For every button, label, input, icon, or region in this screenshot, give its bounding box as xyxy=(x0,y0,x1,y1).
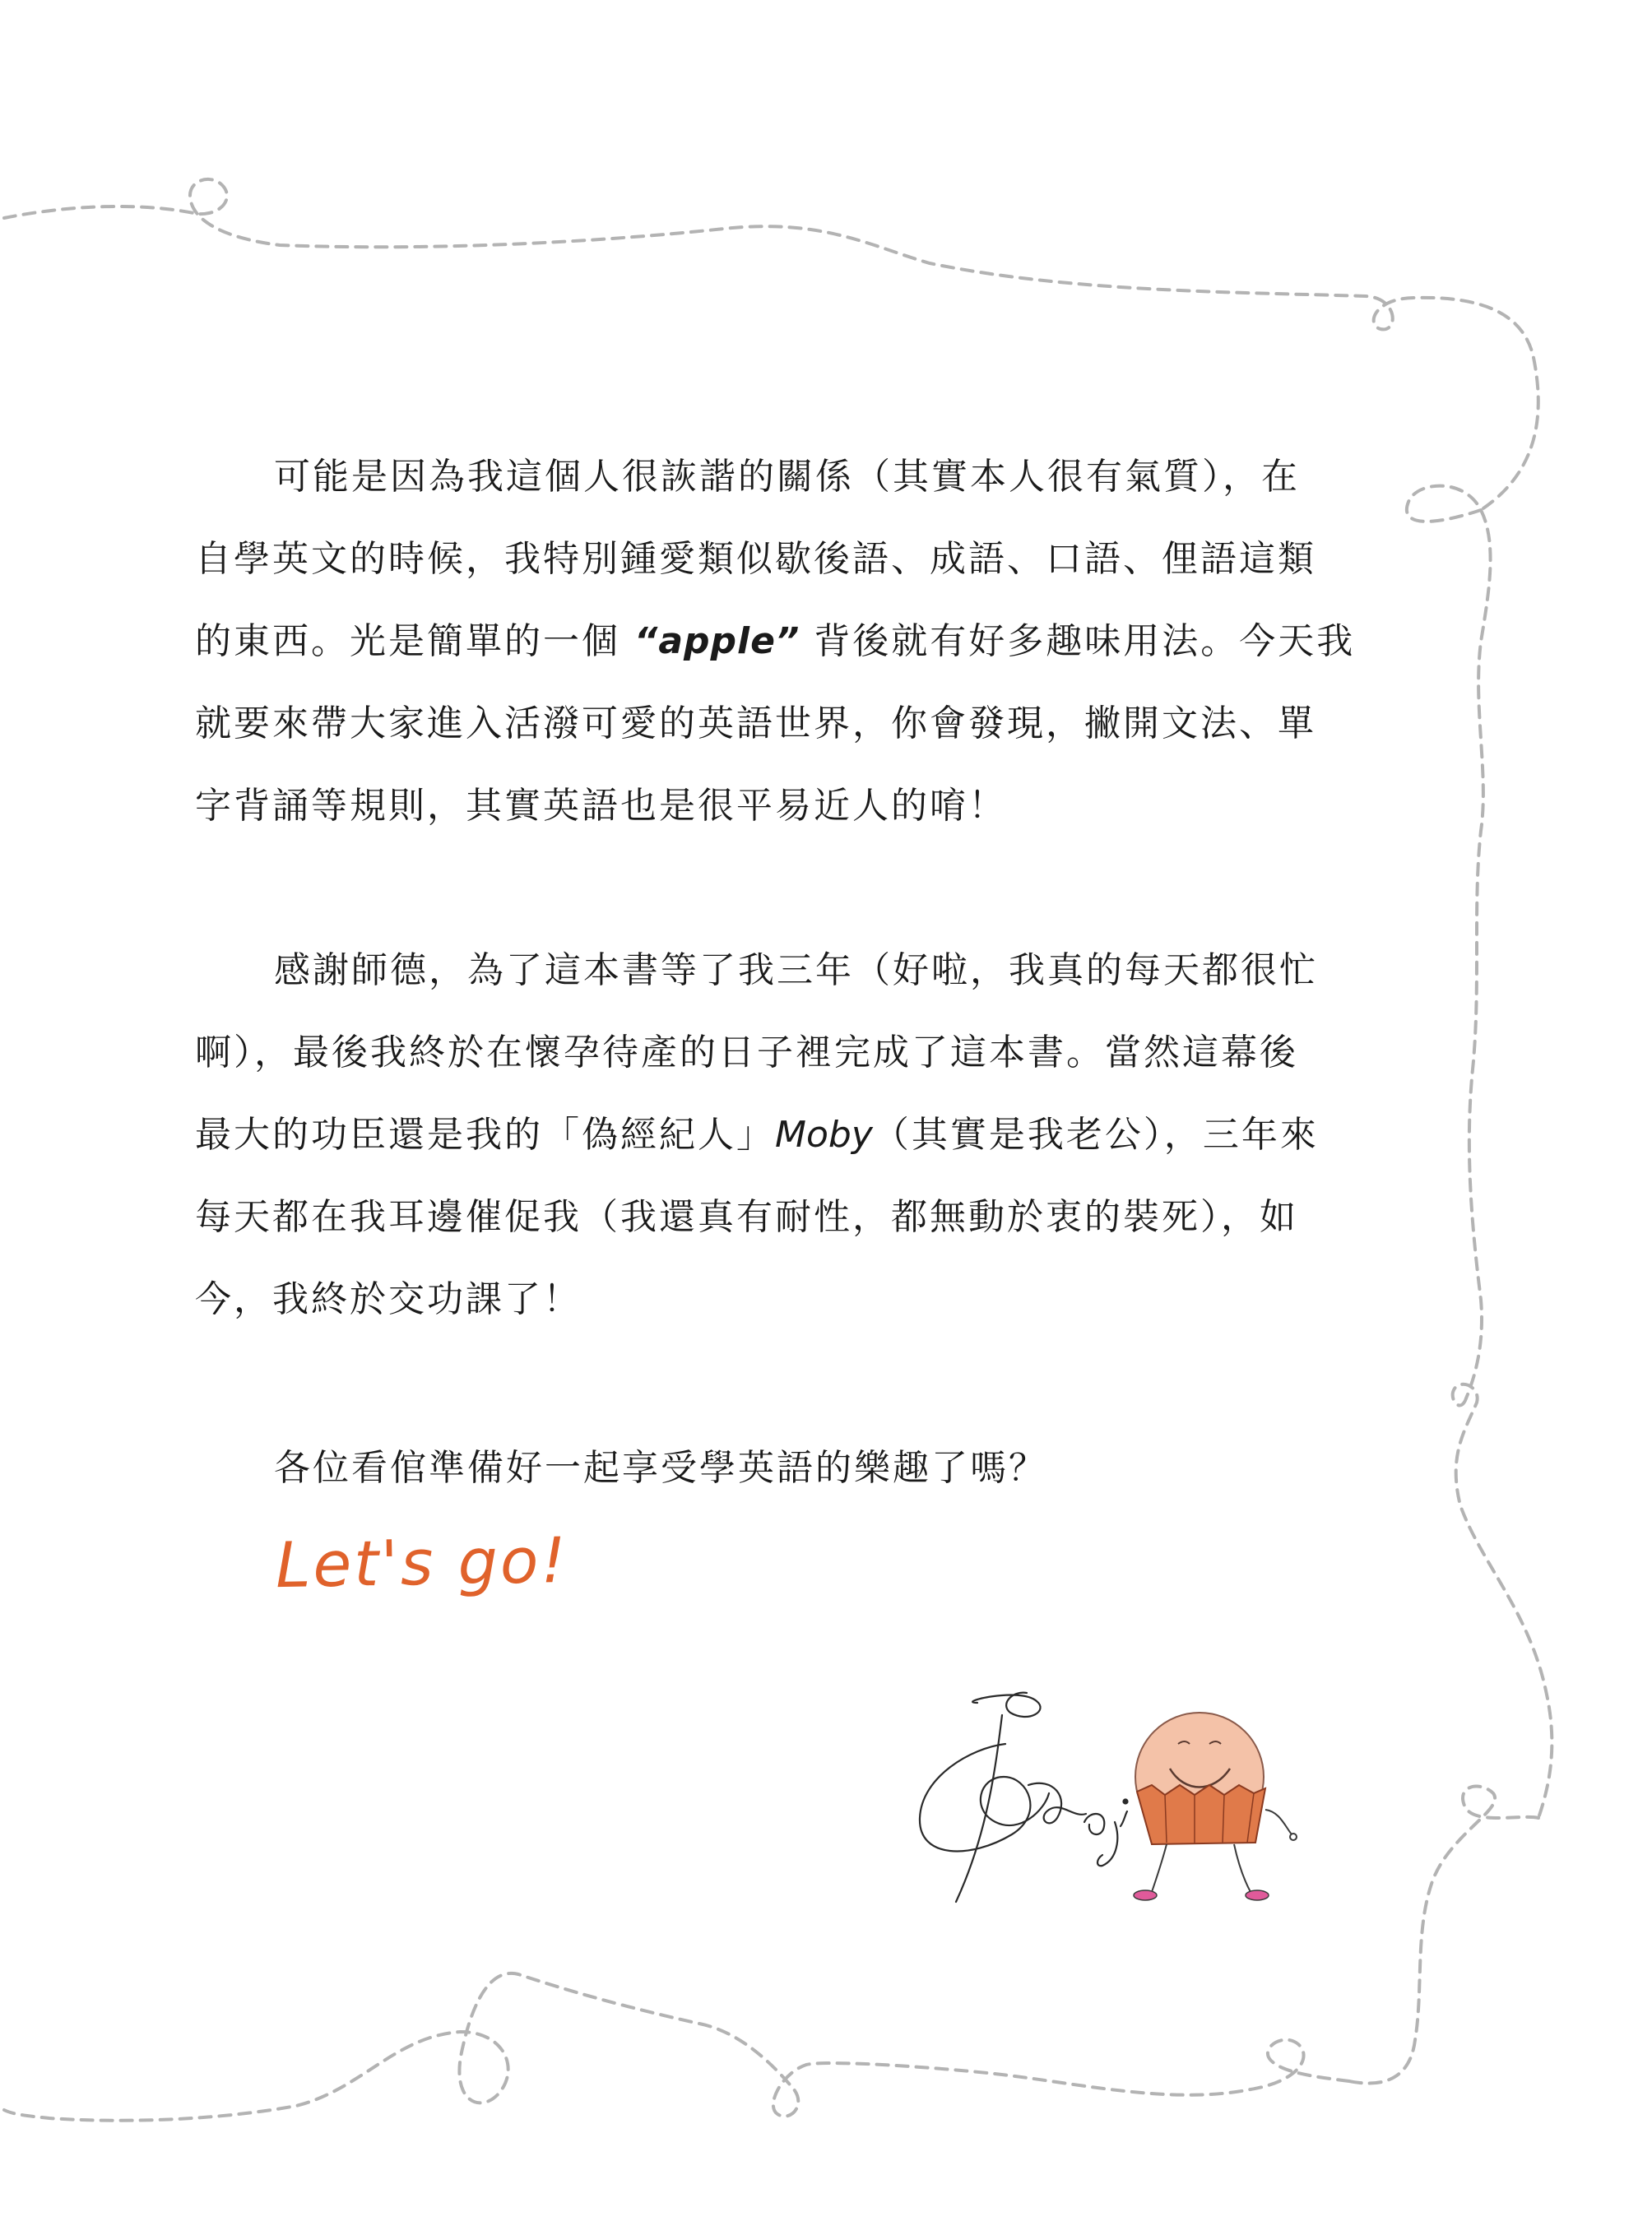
text-line: 就要來帶大家進入活潑可愛的英語世界，你會發現，撇開文法、單 xyxy=(195,702,1316,744)
moby-name: Moby xyxy=(775,1114,873,1156)
signature-illustration xyxy=(905,1653,1333,1917)
text-segment: 背後就有好多趣味用法。今天我 xyxy=(800,620,1356,662)
text-segment: （其實是我老公），三年來 xyxy=(872,1114,1319,1156)
text-line: 今，我終於交功課了！ xyxy=(195,1278,582,1320)
intro-paragraph xyxy=(195,436,1356,847)
text-line: 字背誦等規則，其實英語也是很平易近人的唷！ xyxy=(195,785,1007,827)
border-right-lower-loop xyxy=(1349,1787,1538,2084)
text-line: 各位看倌準備好一起享受學英語的樂趣了嗎？ xyxy=(274,1447,1047,1489)
cupcake-foot xyxy=(1246,1890,1269,1900)
text-segment: 的東西。光是簡單的一個 xyxy=(195,620,634,662)
text-line: 可能是因為我這個人很詼諧的關係（其實本人很有氣質），在 xyxy=(274,456,1300,498)
cupcake-leg xyxy=(1152,1844,1167,1892)
cupcake-arm xyxy=(1265,1810,1292,1834)
cupcake-wrapper xyxy=(1137,1785,1265,1844)
border-right-upper-loop xyxy=(1407,486,1491,1398)
closing-question-paragraph xyxy=(195,1427,1320,1509)
border-bottom xyxy=(4,1973,1349,2121)
text-line xyxy=(195,600,1356,683)
text-line: 感謝師德，為了這本書等了我三年（好啦，我真的每天都很忙 xyxy=(274,949,1318,991)
border-right-mid-loop xyxy=(1453,1384,1552,1818)
text-segment: 最大的功臣還是我的「偽經紀人」 xyxy=(195,1114,775,1156)
text-line xyxy=(195,1094,1320,1176)
text-line: 啊），最後我終於在懷孕待產的日子裡完成了這本書。當然這幕後 xyxy=(195,1032,1298,1073)
signature-mark xyxy=(920,1693,1128,1902)
apple-word: “apple” xyxy=(634,620,800,662)
thanks-paragraph xyxy=(195,930,1320,1341)
text-line: 自學英文的時候，我特別鍾愛類似歇後語、成語、口語、俚語這類 xyxy=(195,538,1316,580)
cupcake-character xyxy=(1134,1713,1297,1900)
lets-go-closing: Let's go! xyxy=(275,1523,569,1602)
cupcake-foot xyxy=(1134,1890,1157,1900)
cupcake-leg xyxy=(1234,1844,1251,1892)
text-line: 每天都在我耳邊催促我（我還真有耐性，都無動於衷的裝死），如 xyxy=(195,1196,1298,1238)
